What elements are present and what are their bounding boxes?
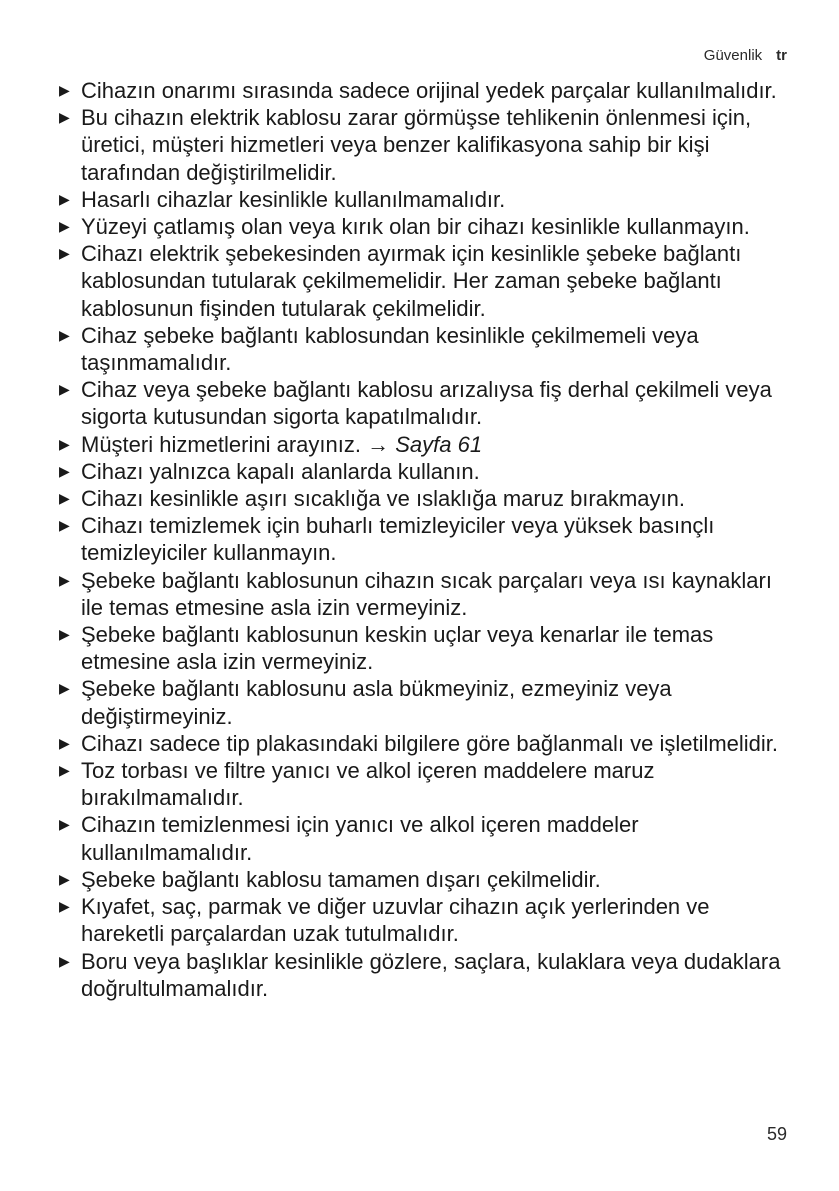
list-item [57, 512, 797, 566]
list-item-text: Cihazı elektrik şebekesinden ayırmak için kesinlikle şebeke bağlantı kablosundan tutularak çekilmemelidir. Her zaman şebeke bağlantı kablosunun fişinden tutularak çekilmelidir. [81, 241, 742, 321]
list-item-text: Toz torbası ve filtre yanıcı ve alkol içeren maddelere maruz bırakılmamalıdır. [81, 758, 655, 811]
list-item [57, 458, 797, 485]
list-item-text: Cihazı temizlemek için buharlı temizleyiciler veya yüksek basınçlı temizleyiciler kullanmayın. [81, 513, 715, 566]
right-triangle-icon: ▶ [59, 762, 70, 779]
list-item-text: Şebeke bağlantı kablosunun keskin uçlar veya kenarlar ile temas etmesine asla izin vermeyiniz. [81, 622, 714, 675]
right-triangle-icon: ▶ [59, 326, 70, 343]
list-item [57, 376, 797, 430]
section-title: Güvenlik [703, 47, 763, 64]
right-triangle-icon: ▶ [59, 490, 70, 507]
list-item [57, 77, 797, 104]
list-item-text: Müşteri hizmetlerini arayınız. [81, 431, 361, 457]
list-item [57, 186, 797, 213]
right-triangle-icon: ▶ [59, 82, 70, 98]
right-triangle-icon: ▶ [59, 734, 70, 751]
list-item [57, 730, 797, 757]
list-item-text: Bu cihazın elektrik kablosu zarar görmüşse tehlikenin önlenmesi için, üretici, müşteri hizmetleri veya benzer kalifikasyona sahip bir kişi tarafından değiştirilmelidir. [81, 105, 752, 185]
list-item [57, 213, 797, 240]
page-number: 59 [766, 1124, 787, 1144]
list-item-text: Cihazı sadece tip plakasındaki bilgilere göre bağlanmalı ve işletilmelidir. [81, 730, 779, 756]
list-item [57, 485, 797, 512]
list-item-text: Şebeke bağlantı kablosunu asla bükmeyiniz, ezmeyiniz veya değiştirmeyiniz. [81, 676, 672, 729]
right-triangle-icon: ▶ [59, 680, 70, 697]
right-triangle-icon: ▶ [59, 109, 70, 126]
right-triangle-icon: ▶ [59, 816, 70, 833]
right-triangle-icon: ▶ [59, 870, 70, 887]
right-triangle-icon: ▶ [59, 898, 70, 915]
list-item-text: Cihazı yalnızca kapalı alanlarda kullanın. [81, 458, 480, 484]
list-item [57, 893, 797, 947]
list-item-text: Kıyafet, saç, parmak ve diğer uzuvlar cihazın açık yerlerinden ve hareketli parçalardan uzak tutulmalıdır. [81, 894, 710, 947]
right-triangle-icon: ▶ [59, 517, 70, 534]
language-code: tr [776, 47, 787, 64]
list-item-text: Cihaz veya şebeke bağlantı kablosu arızalıysa fiş derhal çekilmeli veya sigorta kutusundan sigorta kapatılmalıdır. [81, 377, 772, 430]
right-triangle-icon: ▶ [59, 462, 70, 479]
list-item [57, 567, 797, 621]
right-triangle-icon: ▶ [59, 190, 70, 207]
cross-reference-arrow: → [367, 431, 390, 457]
right-triangle-icon: ▶ [59, 435, 70, 452]
right-triangle-icon: ▶ [59, 952, 70, 969]
right-triangle-icon: ▶ [59, 245, 70, 262]
list-item-text: Cihazın temizlenmesi için yanıcı ve alkol içeren maddeler kullanılmamalıdır. [81, 812, 639, 865]
list-item-text: Şebeke bağlantı kablosunun cihazın sıcak parçaları veya ısı kaynakları ile temas etmesine asla izin vermeyiniz. [81, 567, 772, 620]
list-item [57, 104, 797, 186]
list-item-text: Cihazın onarımı sırasında sadece orijinal yedek parçalar kullanılmalıdır. [81, 78, 777, 103]
list-item [57, 240, 797, 322]
list-item [57, 322, 797, 376]
right-triangle-icon: ▶ [59, 626, 70, 643]
page-header [704, 47, 787, 64]
list-item-text: Cihazı kesinlikle aşırı sıcaklığa ve ıslaklığa maruz bırakmayın. [81, 486, 686, 512]
list-item-text: Boru veya başlıklar kesinlikle gözlere, saçlara, kulaklara veya dudaklara doğrultulmamalıdır. [81, 948, 781, 1001]
page-reference-link[interactable]: Sayfa 61 [395, 431, 483, 457]
list-item [57, 866, 797, 893]
right-triangle-icon: ▶ [59, 571, 70, 588]
safety-instruction-list [57, 77, 797, 1002]
list-item [57, 948, 797, 1002]
list-item-text: Cihaz şebeke bağlantı kablosundan kesinlikle çekilmemeli veya taşınmamalıdır. [81, 322, 699, 376]
list-item-text: Yüzeyi çatlamış olan veya kırık olan bir cihazı kesinlikle kullanmayın. [81, 214, 750, 240]
list-item [57, 621, 797, 675]
list-item [57, 675, 797, 729]
list-item-text: Hasarlı cihazlar kesinlikle kullanılmamalıdır. [81, 186, 506, 212]
list-item [57, 431, 797, 458]
list-item-text: Şebeke bağlantı kablosu tamamen dışarı çekilmelidir. [81, 866, 601, 892]
right-triangle-icon: ▶ [59, 381, 70, 398]
list-item [57, 811, 797, 865]
right-triangle-icon: ▶ [59, 218, 70, 235]
list-item [57, 757, 797, 811]
